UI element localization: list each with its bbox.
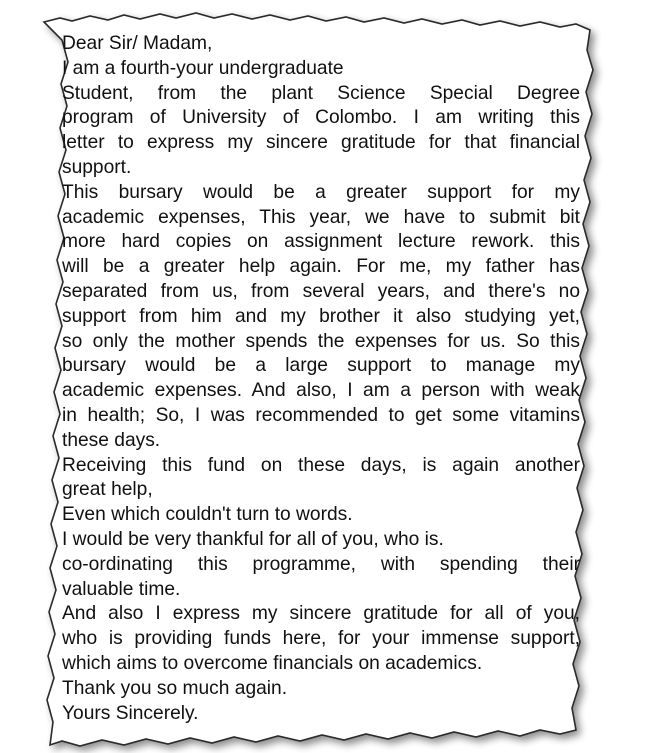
letter-line: in health; So, I was recommended to get some vitamins (62, 404, 580, 426)
letter-line: Receiving this fund on these days, is again another (62, 454, 580, 476)
letter-line: who is providing funds here, for your immense support, (62, 628, 580, 650)
letter-line: This bursary would be a greater support for my (62, 181, 580, 203)
letter-line: will be a greater help again. For me, my father has (62, 256, 580, 278)
letter-body (62, 32, 580, 726)
letter-line: I am a fourth-your undergraduate (62, 57, 344, 79)
letter-line: these days. (62, 429, 161, 451)
letter-line: which aims to overcome financials on academics. (62, 652, 483, 674)
letter-line: support. (62, 156, 132, 178)
letter-closing: Yours Sincerely. (62, 702, 199, 724)
letter-line: Student, from the plant Science Special Degree (62, 82, 580, 104)
letter-line: great help, (62, 479, 153, 501)
letter-line: bursary would be a large support to manage my (62, 355, 580, 377)
letter-line: academic expenses, This year, we have to submit bit (62, 206, 580, 228)
letter-line: more hard copies on assignment lecture rework. this (62, 231, 580, 253)
letter-line: I would be very thankful for all of you, who is. (62, 528, 444, 550)
letter-line: valuable time. (62, 578, 181, 600)
letter-line: And also I express my sincere gratitude for all of you, (62, 603, 580, 625)
letter-line: separated from us, from several years, and there's no (62, 280, 580, 302)
letter-line: Even which couldn't turn to words. (62, 504, 353, 526)
letter-paragraphs (62, 57, 580, 702)
letter-line: so only the mother spends the expenses for us. So this (62, 330, 580, 352)
letter-line: co-ordinating this programme, with spending their (62, 553, 580, 575)
letter-line: letter to express my sincere gratitude for that financial (62, 132, 580, 154)
letter-line: academic expenses. And also, I am a person with weak (62, 380, 580, 402)
letter-line: Thank you so much again. (62, 677, 288, 699)
letter-line: support from him and my brother it also studying yet, (62, 305, 580, 327)
letter-greeting: Dear Sir/ Madam, (62, 33, 213, 54)
letter-line: program of University of Colombo. I am writing this (62, 107, 580, 129)
